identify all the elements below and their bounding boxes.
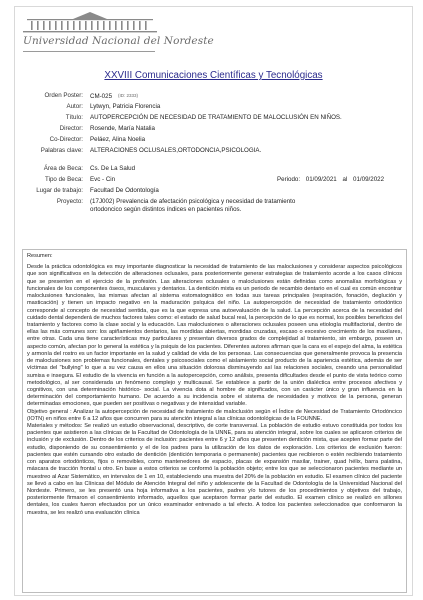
abstract-box xyxy=(22,249,407,593)
titulo-value: AUTOPERCEPCIÓN DE NECESIDAD DE TRATAMIENTO DE MALOCLUSIÓN EN NIÑOS. xyxy=(90,114,342,121)
building-logo-icon xyxy=(23,11,157,35)
titulo-row xyxy=(15,114,412,123)
institution-name: Universidad Nacional del Nordeste xyxy=(23,35,214,47)
document-page xyxy=(14,6,413,596)
abstract-paragraph-objetivo: Objetivo general : Analizar la autopercepción de necesidad de tratamiento de maloclusión según el Índice de Necesidad de Tratamiento Ortodóncico (IOTN) en niños entre 6 a 12 años que concurren para su atención integral a las clínicas odontológicas de la FOUNNE. xyxy=(27,408,402,422)
periodo-start: 01/09/2021 xyxy=(305,176,337,183)
autor-value: Lytwyn, Patricia Florencia xyxy=(90,103,161,110)
autor-row xyxy=(15,103,412,112)
director-row xyxy=(15,125,412,134)
lugar-trabajo-row xyxy=(15,187,412,196)
codirector-row xyxy=(15,136,412,145)
codirector-value: Peláez, Alina Noelia xyxy=(90,136,146,143)
proyecto-label: Proyecto: xyxy=(56,198,83,205)
lugar-trabajo-value: Facultad De Odontología xyxy=(90,187,159,194)
director-value: Rosende, María Natalia xyxy=(90,125,156,132)
titulo-label: Título: xyxy=(65,114,83,121)
page-title: XXVIII Comunicaciones Científicas y Tecnológicas xyxy=(104,70,323,81)
orden-poster-id: (ID: 2333) xyxy=(118,93,139,98)
orden-poster-code: CM-025 xyxy=(90,93,113,100)
orden-poster-label: Orden Poster: xyxy=(44,92,83,99)
proyecto-row xyxy=(15,198,412,216)
palabras-clave-row xyxy=(15,147,412,156)
orden-poster-row xyxy=(15,92,412,101)
palabras-clave-label: Palabras clave: xyxy=(40,147,83,154)
periodo xyxy=(277,176,388,184)
lugar-trabajo-label: Lugar de trabajo: xyxy=(36,187,83,194)
area-beca-value: Cs. De La Salud xyxy=(90,165,136,172)
area-beca-label: Área de Beca: xyxy=(43,165,83,172)
director-label: Director: xyxy=(59,125,83,132)
area-beca-row xyxy=(15,165,412,174)
orden-poster-value xyxy=(90,92,138,101)
tipo-beca-value: Evc - Cin xyxy=(90,176,116,183)
tipo-beca-label: Tipo de Beca: xyxy=(45,176,83,183)
tipo-beca-row xyxy=(15,176,412,185)
proyecto-value: (17J002) Prevalencia de afectación psicológica y necesidad de tratamiento ortodoncico según distintos índices en pacientes niños. xyxy=(90,198,296,214)
abstract-paragraph-intro: Desde la práctica odontológica es muy importante diagnosticar la necesidad de tratamiento de las maloclusiones y considerar aspectos psicológicos que son significativos en la detección de alteraciones oclusales, para posteriormente generar estrategias de tratamiento acorde a los casos clínicos que se presenten en el ejercicio de la profesión. Las alteraciones oclusales o maloclusiones están definidas como anomalías morfológicas y funcionales de los componentes óseos, musculares y dentarios. La dentición mixta es un periodo de recambio dentario en el cual es común encontrar maloclusiones funcionales, las mismas afectan al sistema estomatognático en todas sus tareas principales (respiración, fonación, deglución y masticación) y tienen un impacto negativo en la maduración psíquica del niño. La autopercepción de necesidad de tratamiento ortodóntico corresponde al concepto de necesidad sentida, que es la que expresa una autoevaluación de la salud. La percepción acerca de la necesidad del cuidado dental dependerá de muchos factores tales como: el estado de salud bucal real, la percepción de lo que es normal, los posibles beneficios del tratamiento y factores como la clase social y la educación. Las maloclusiones o alteraciones oclusales poseen una etiología multifactorial, dentro de ellas las más comunes son: los apiñamientos dentarios, las mordidas abiertas, mordidas cruzadas, escaso o excesivo crecimiento de los maxilares, entre otras. Cada una tiene características muy particulares y presentan diversos grados de complejidad al tratamiento, sin embargo, poseen un aspecto común, afectan por lo general la estética y la psiquis de los pacientes. Diferentes autores afirman que la cara es el espejo del alma, la estética y armonía del rostro es un factor importante en la salud y calidad de vida de los personas. Las consecuencias que generalmente provoca la presencia de maloclusiones son problemas funcionales, dentales y psicosociales como el aislamiento social producto de la apariencia estética, además de ser víctimas del "bullying" lo que a su vez causa en ellos una situación dolorosa disminuyendo así las relaciones sociales, creando una personalidad sumisa e insegura. El estudio de la vivencia en función a la autopercepción, como análisis, presenta dificultades desde el punto de vista teórico como metodológico, al ser considerada un fenómeno complejo y multicausal. Se establece a partir de la unión dialéctica entre procesos afectivos y cognitivos, con una determinación histórico- social. La vivencia dota al hombre de significados, con un carácter único y gran influencia en la determinación del comportamiento humano. De acuerdo a su incidencia sobre el sistema de necesidades y motivos de la persona, generan determinadas emociones, que pueden ser positivas o negativas y de intensidad variable. xyxy=(27,264,402,408)
university-logo xyxy=(23,11,223,57)
logo-divider xyxy=(23,51,155,52)
periodo-end: 01/09/2022 xyxy=(353,176,385,183)
periodo-label: Periodo: xyxy=(277,176,301,183)
periodo-connector: al xyxy=(342,176,348,183)
codirector-label: Co-Director: xyxy=(49,136,83,143)
palabras-clave-value: ALTERACIONES OCLUSALES,ORTODONCIA,PSICOLOGIA. xyxy=(90,147,262,154)
autor-label: Autor: xyxy=(66,103,83,110)
abstract-paragraph-materiales: Materiales y métodos: Se realizó un estudio observacional, descriptivo, de corte transversal. La población de estudio estuvo constituida por todos los pacientes que asistieron a las clínicas de la Facultad de Odontología de la UNNE, para su atención integral, sobre los cuales se aplicaron criterios de inclusión y de exclusión. Dentro de los criterios de inclusión: pacientes entre 6 y 12 años que presenten dentición mixta, que acepten formar parte del estudio, disponiendo de su consentimiento y el de los padres para la utilización de los datos de exploración. Los criterios de exclusión fueron: pacientes que estén cursando otro estadio de dentición (dentición temporaria o permanente) pacientes que recibieron o estén recibiendo tratamiento con aparatos ortodónticos, fijos o removibles, como mantenedores de espacio, placas de expansión maxilar, trainer, quad hélix, barra palatina, máscara de tracción frontal u otro. En base a estos criterios se conformó la población objeto; entre los que se seleccionaron pacientes mediante un muestreo al Azar Sistemático, en intervalos de 1 en 10, estableciendo una muestra del 20% de la población en estudio. El examen clínico del paciente se llevó a cabo en las Clínicas del Módulo de Atención Integral del niño y adolescente de la Facultad de Odontología de la Universidad Nacional del Nordeste. Primero, se les presentó una hoja informativa a los pacientes, padres y/o tutores de los procedimientos y objetivos del trabajo, posteriormente firmaron el consentimiento informado, aquellos que aceptaron formar parte del estudio. El examen clínico se realizó en sillones dentales, los cuales fueron efectuados por un único examinador entrenado a tal efecto. A todos los pacientes seleccionados que conformaron la muestra, se les realizó una evaluación clínica xyxy=(27,423,402,516)
abstract-heading: Resumen: xyxy=(27,253,53,259)
